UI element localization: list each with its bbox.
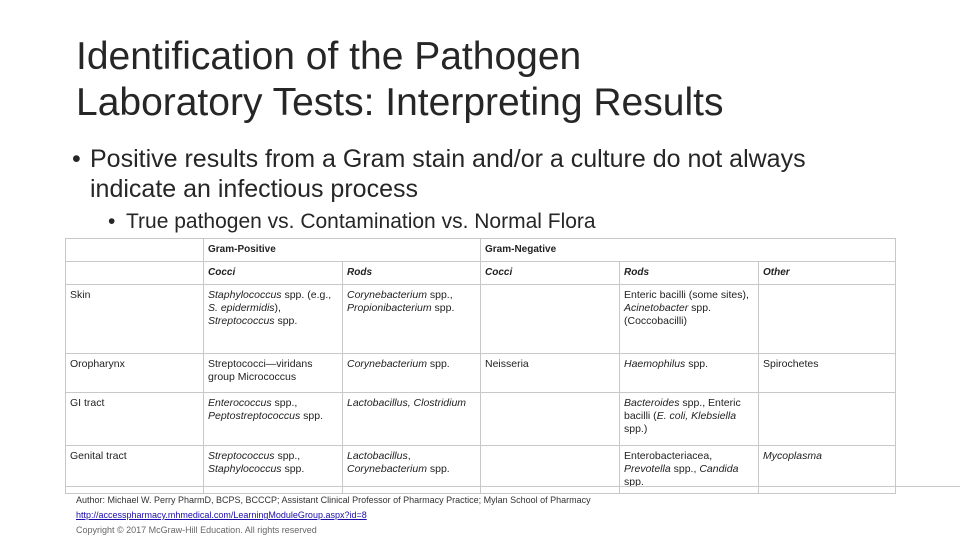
table-row (66, 354, 896, 393)
table-cell-other (759, 354, 896, 393)
cell-text-segment: spp. (624, 476, 644, 488)
cell-text-segment: spp. (685, 358, 709, 370)
table-header-gp-rods: Rods (343, 262, 481, 285)
cell-text-segment: spp., Enteric bacilli ( (624, 397, 741, 422)
cell-text-segment: Acinetobacter (624, 302, 689, 314)
cell-text-segment: spp. (Coccobacilli) (624, 302, 711, 327)
table-group-header-row (66, 239, 896, 262)
footer-divider (65, 486, 960, 487)
bullet-dot-icon: • (108, 210, 116, 233)
cell-text-segment: ), (274, 302, 281, 314)
table-cell-gp-cocci (204, 285, 343, 354)
footer-copyright: Copyright © 2017 McGraw-Hill Education. All rights reserved (76, 525, 317, 535)
cell-text-segment: Streptococcus (208, 450, 275, 462)
table-header-other: Other (759, 262, 896, 285)
table-cell-other (759, 393, 896, 446)
table-cell-gn-rods (620, 285, 759, 354)
cell-text-segment: Peptostreptococcus (208, 410, 301, 422)
cell-text-segment: Spirochetes (763, 358, 819, 370)
cell-text-segment: spp.) (624, 423, 648, 435)
cell-text-segment: E. coli, Klebsiella (656, 410, 737, 422)
cell-text-segment: Prevotella (624, 463, 671, 475)
cell-text-segment: spp. (426, 358, 450, 370)
table-header-gram-positive: Gram-Positive (204, 239, 481, 262)
cell-text-segment: spp., (271, 397, 298, 409)
table-cell-gn-cocci (481, 354, 620, 393)
table-sub-header-row (66, 262, 896, 285)
cell-text-segment: Haemophilus (624, 358, 686, 370)
table-cell-site: Genital tract (66, 446, 204, 494)
slide-title (76, 34, 936, 126)
table-cell-site: Skin (66, 285, 204, 354)
bullet-level-1 (72, 144, 892, 204)
table-cell-site: GI tract (66, 393, 204, 446)
cell-text-segment: Corynebacterium (347, 289, 427, 301)
cell-text-segment: Bacteroides (624, 397, 680, 409)
table-cell-gn-rods (620, 354, 759, 393)
table-header-cell-empty (66, 239, 204, 262)
cell-text-segment: spp., (670, 463, 700, 475)
table-cell-gp-cocci (204, 393, 343, 446)
cell-text-segment: Streptococcus (208, 315, 275, 327)
table-cell-gn-cocci (481, 393, 620, 446)
cell-text-segment: spp. (274, 315, 298, 327)
cell-text-segment: Lactobacillus (347, 450, 408, 462)
footer-credit (76, 493, 946, 538)
cell-text-segment: spp. (426, 463, 450, 475)
cell-text-segment: spp. (300, 410, 323, 422)
cell-text-segment: Neisseria (485, 358, 529, 370)
cell-text-segment: Enterococcus (208, 397, 272, 409)
table-header-gn-rods: Rods (620, 262, 759, 285)
slide-title-line-1: Identification of the Pathogen (76, 35, 582, 78)
cell-text-segment: Enterobacteriacea, (624, 450, 713, 462)
cell-text-segment: Corynebacterium (347, 358, 427, 370)
cell-text-segment: Propionibacterium (347, 302, 432, 314)
table-header-gp-cocci: Cocci (204, 262, 343, 285)
table-cell-site: Oropharynx (66, 354, 204, 393)
footer-source-link[interactable]: http://accesspharmacy.mhmedical.com/LearningModuleGroup.aspx?id=8 (76, 510, 367, 520)
bullet-level-2-text: True pathogen vs. Contamination vs. Normal Flora (126, 210, 596, 233)
cell-text-segment: Corynebacterium (347, 463, 427, 475)
cell-text-segment: spp., (274, 450, 301, 462)
bullet-level-1-text: Positive results from a Gram stain and/or a culture do not always indicate an infectious process (90, 145, 806, 203)
normal-flora-table (65, 238, 896, 494)
cell-text-segment: spp. (e.g., (281, 289, 332, 301)
table-cell-other (759, 285, 896, 354)
bullet-dot-icon: • (72, 145, 81, 173)
cell-text-segment: , (407, 450, 411, 462)
cell-text-segment: spp. (281, 463, 305, 475)
table-header-cell-empty (66, 262, 204, 285)
cell-text-segment: spp., (426, 289, 453, 301)
table-cell-gp-cocci (204, 354, 343, 393)
table-cell-gn-rods (620, 393, 759, 446)
footer-author: Author: Michael W. Perry PharmD, BCPS, BCCCP; Assistant Clinical Professor of Pharmacy Practice; Mylan School of Pharmacy (76, 495, 591, 505)
table-cell-gp-rods (343, 354, 481, 393)
table-cell-gp-rods (343, 393, 481, 446)
bullet-level-2 (108, 209, 888, 235)
cell-text-segment: Staphylococcus (208, 289, 282, 301)
cell-text-segment: Candida (699, 463, 739, 475)
table-cell-gn-cocci (481, 285, 620, 354)
slide-title-line-2: Laboratory Tests: Interpreting Results (76, 81, 724, 124)
cell-text-segment: Lactobacillus, Clostridium (347, 397, 467, 409)
cell-text-segment: S. epidermidis (208, 302, 275, 314)
table-row (66, 393, 896, 446)
cell-text-segment: Streptococci—viridans group Micrococcus (208, 358, 313, 383)
cell-text-segment: Enteric bacilli (some sites), (624, 289, 749, 301)
cell-text-segment: Staphylococcus (208, 463, 282, 475)
table-cell-gp-rods (343, 285, 481, 354)
cell-text-segment: spp. (431, 302, 455, 314)
cell-text-segment: Mycoplasma (763, 450, 822, 462)
table-header-gn-cocci: Cocci (481, 262, 620, 285)
table-header-gram-negative: Gram-Negative (481, 239, 896, 262)
table-row (66, 285, 896, 354)
